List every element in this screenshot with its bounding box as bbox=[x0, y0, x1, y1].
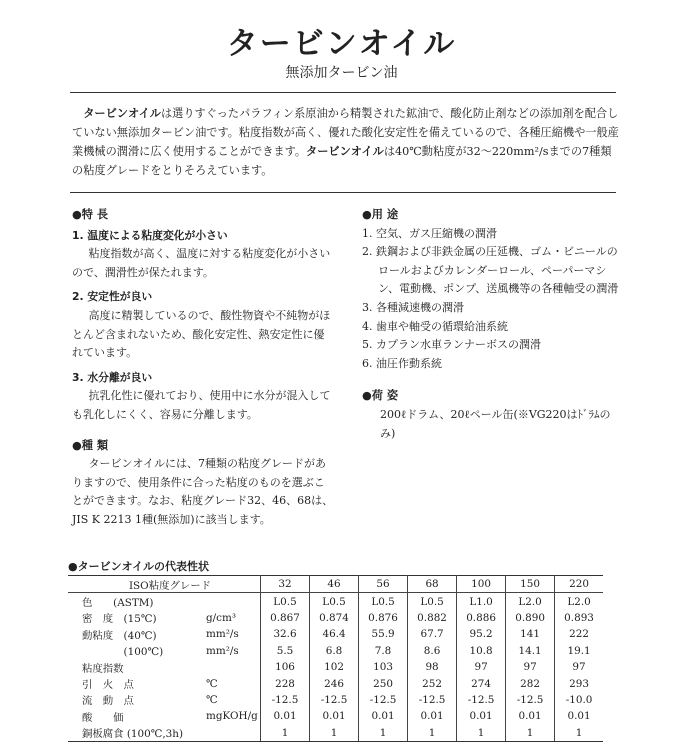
row-label: (100℃) bbox=[82, 646, 164, 659]
cell-value: 95.2 bbox=[457, 626, 506, 642]
cell-value: -12.5 bbox=[408, 692, 457, 708]
cell-value: 10.8 bbox=[457, 643, 506, 659]
cell-value: 274 bbox=[457, 675, 506, 691]
types-body: タービンオイルには、7種類の粘度グレードがありますので、使用条件に合った粘度のものを選ぶことができます。なお、粘度グレード32、46、68は、JIS K 2213 1種(無添加)に該当します。 bbox=[72, 457, 334, 526]
cell-value: 67.7 bbox=[408, 626, 457, 642]
cell-value: 0.882 bbox=[408, 610, 457, 626]
cell-value: 7.8 bbox=[359, 643, 408, 659]
cell-value: 293 bbox=[569, 677, 589, 690]
cell-value: 252 bbox=[408, 675, 457, 691]
row-unit bbox=[202, 659, 261, 675]
packaging-body: 200ℓドラム、20ℓペール缶(※VG220はﾄﾞﾗﾑのみ) bbox=[380, 407, 611, 440]
cell-value: 0.867 bbox=[261, 610, 310, 626]
cell-value: 0.01 bbox=[408, 708, 457, 724]
cell-value: 0.01 bbox=[506, 708, 555, 724]
cell-value: 1 bbox=[261, 725, 310, 742]
table-row bbox=[68, 725, 603, 742]
cell-value: -10.0 bbox=[565, 693, 593, 706]
table-row bbox=[68, 626, 603, 642]
cell-value: 246 bbox=[310, 675, 359, 691]
features-heading: ●特 長 bbox=[72, 208, 109, 221]
cell-value: 282 bbox=[506, 675, 555, 691]
intro-divider bbox=[70, 192, 616, 193]
packaging-heading: ●荷 姿 bbox=[362, 389, 399, 403]
cell-value: 1 bbox=[555, 725, 603, 742]
cell-value: 97 bbox=[572, 661, 586, 674]
table-row bbox=[68, 643, 603, 659]
page-subtitle: 無添加タービン油 bbox=[285, 65, 398, 81]
cell-value: 0.01 bbox=[457, 708, 506, 724]
table-row bbox=[68, 692, 603, 708]
row-label: 酸 価 bbox=[82, 711, 124, 724]
cell-value: 55.9 bbox=[359, 626, 408, 642]
cell-value: 6.8 bbox=[310, 643, 359, 659]
row-label: 引 火 点 bbox=[82, 679, 134, 692]
table-row bbox=[68, 593, 603, 610]
cell-value: 0.01 bbox=[567, 710, 591, 723]
grade-header: 150 bbox=[506, 576, 555, 593]
table-title: ●タービンオイルの代表性状 bbox=[68, 560, 210, 573]
cell-value: 0.874 bbox=[310, 610, 359, 626]
cell-value: 32.6 bbox=[261, 626, 310, 642]
right-column bbox=[362, 206, 620, 443]
cell-value: 250 bbox=[359, 675, 408, 691]
grade-header: 46 bbox=[310, 576, 359, 593]
row-label: 銅板腐食 (100℃,3h) bbox=[68, 725, 202, 742]
cell-value: 0.01 bbox=[261, 708, 310, 724]
cell-value: -12.5 bbox=[261, 692, 310, 708]
row-unit: mm²/s bbox=[202, 643, 261, 659]
cell-value: 106 bbox=[261, 659, 310, 675]
cell-value: 0.876 bbox=[359, 610, 408, 626]
table-row bbox=[68, 675, 603, 691]
cell-value: 0.01 bbox=[359, 708, 408, 724]
page-title: タービンオイル bbox=[226, 26, 457, 62]
feature-body: 粘度指数が高く、温度に対する粘度変化が小さいので、潤滑性が保たれます。 bbox=[72, 247, 331, 279]
cell-value: 141 bbox=[506, 626, 555, 642]
grade-header: 220 bbox=[555, 576, 603, 593]
row-label: 粘度指数 bbox=[82, 662, 124, 675]
table-row bbox=[68, 610, 603, 626]
row-unit: mgKOH/g bbox=[202, 708, 261, 724]
list-item: 1. 空気、ガス圧縮機の潤滑 bbox=[362, 226, 497, 240]
row-unit bbox=[202, 725, 261, 742]
row-label: 色 (ASTM) bbox=[82, 597, 154, 610]
cell-value: 0.886 bbox=[457, 610, 506, 626]
cell-value: 97 bbox=[506, 659, 555, 675]
row-unit bbox=[202, 593, 261, 610]
feature-title: 3. 水分離が良い bbox=[72, 370, 153, 384]
properties-table bbox=[68, 575, 603, 742]
cell-value: L0.5 bbox=[408, 593, 457, 610]
grade-header: 100 bbox=[457, 576, 506, 593]
cell-value: 0.893 bbox=[564, 611, 594, 624]
intro-text-1: は選りすぐったパラフィン系原油から精製された鉱油で、酸化防止剤などの添加剤を配合していない無添加タービン油です。粘度指数が高く、優れた酸化安定性を備えているので、各種圧縮機や一般産業機械の潤滑に広く使用することができます。 bbox=[72, 107, 619, 158]
cell-value: L0.5 bbox=[310, 593, 359, 610]
table-row bbox=[68, 708, 603, 724]
cell-value: L2.0 bbox=[506, 593, 555, 610]
intro-paragraph bbox=[72, 104, 620, 180]
intro-text-2: は40℃動粘度が32～220mm²/sまでの7種類の粘度グレードをとりそろえています。 bbox=[72, 145, 612, 177]
cell-value: 19.1 bbox=[567, 644, 591, 657]
row-unit: ℃ bbox=[202, 675, 261, 691]
cell-value: -12.5 bbox=[310, 692, 359, 708]
cell-value: L1.0 bbox=[457, 593, 506, 610]
cell-value: 0.890 bbox=[506, 610, 555, 626]
row-unit: mm²/s bbox=[202, 626, 261, 642]
list-item: 5. カプラン水車ランナーボスの潤滑 bbox=[362, 338, 541, 352]
cell-value: 1 bbox=[506, 725, 555, 742]
uses-list bbox=[362, 225, 620, 374]
cell-value: 0.01 bbox=[310, 708, 359, 724]
table-header-row bbox=[68, 576, 603, 593]
cell-value: L0.5 bbox=[359, 593, 408, 610]
cell-value: -12.5 bbox=[359, 692, 408, 708]
cell-value: 14.1 bbox=[506, 643, 555, 659]
list-item: 6. 油圧作動系統 bbox=[362, 356, 442, 370]
grade-header: 56 bbox=[359, 576, 408, 593]
cell-value: L2.0 bbox=[567, 595, 591, 608]
cell-value: 5.5 bbox=[261, 643, 310, 659]
row-label: 流 動 点 bbox=[82, 695, 134, 708]
cell-value: 46.4 bbox=[310, 626, 359, 642]
feature-body: 抗乳化性に優れており、使用中に水分が混入しても乳化しにくく、容易に分離します。 bbox=[72, 389, 331, 421]
row-label: 動粘度 (40℃) bbox=[82, 629, 157, 642]
list-item: 4. 歯車や軸受の循環給油系統 bbox=[362, 319, 508, 333]
cell-value: 98 bbox=[408, 659, 457, 675]
row-label: 密 度 (15℃) bbox=[82, 613, 157, 626]
cell-value: 222 bbox=[569, 628, 589, 641]
grade-header: 68 bbox=[408, 576, 457, 593]
feature-body: 高度に精製しているので、酸性物資や不純物がほとんど含まれないため、酸化安定性、熱安定性に優れています。 bbox=[72, 308, 331, 360]
row-unit: ℃ bbox=[202, 692, 261, 708]
left-column bbox=[72, 206, 334, 530]
row-unit: g/cm³ bbox=[202, 610, 261, 626]
cell-value: -12.5 bbox=[457, 692, 506, 708]
cell-value: 1 bbox=[457, 725, 506, 742]
cell-value: 97 bbox=[457, 659, 506, 675]
cell-value: -12.5 bbox=[506, 692, 555, 708]
types-heading: ●種 類 bbox=[72, 438, 109, 452]
cell-value: 1 bbox=[310, 725, 359, 742]
cell-value: 8.6 bbox=[408, 643, 457, 659]
cell-value: L0.5 bbox=[261, 593, 310, 610]
feature-title: 1. 温度による粘度変化が小さい bbox=[72, 228, 228, 242]
list-item: 3. 各種減速機の潤滑 bbox=[362, 300, 464, 314]
cell-value: 102 bbox=[310, 659, 359, 675]
table-row bbox=[68, 659, 603, 675]
feature-title: 2. 安定性が良い bbox=[72, 290, 153, 304]
grade-header: 32 bbox=[261, 576, 310, 593]
top-divider bbox=[70, 92, 616, 93]
intro-product-name: タービンオイル bbox=[83, 107, 161, 120]
cell-value: 1 bbox=[359, 725, 408, 742]
cell-value: 1 bbox=[408, 725, 457, 742]
uses-heading: ●用 途 bbox=[362, 208, 399, 221]
cell-value: 103 bbox=[359, 659, 408, 675]
header-label: ISO粘度グレード bbox=[68, 576, 261, 593]
intro-product-name-2: タービンオイル bbox=[306, 145, 384, 158]
cell-value: 228 bbox=[261, 675, 310, 691]
list-item: 2. 鉄鋼および非鉄金属の圧延機、ゴム・ビニールのロールおよびカレンダーロール、ペーパーマシン、電動機、ポンプ、送風機等の各種軸受の潤滑 bbox=[362, 245, 619, 296]
